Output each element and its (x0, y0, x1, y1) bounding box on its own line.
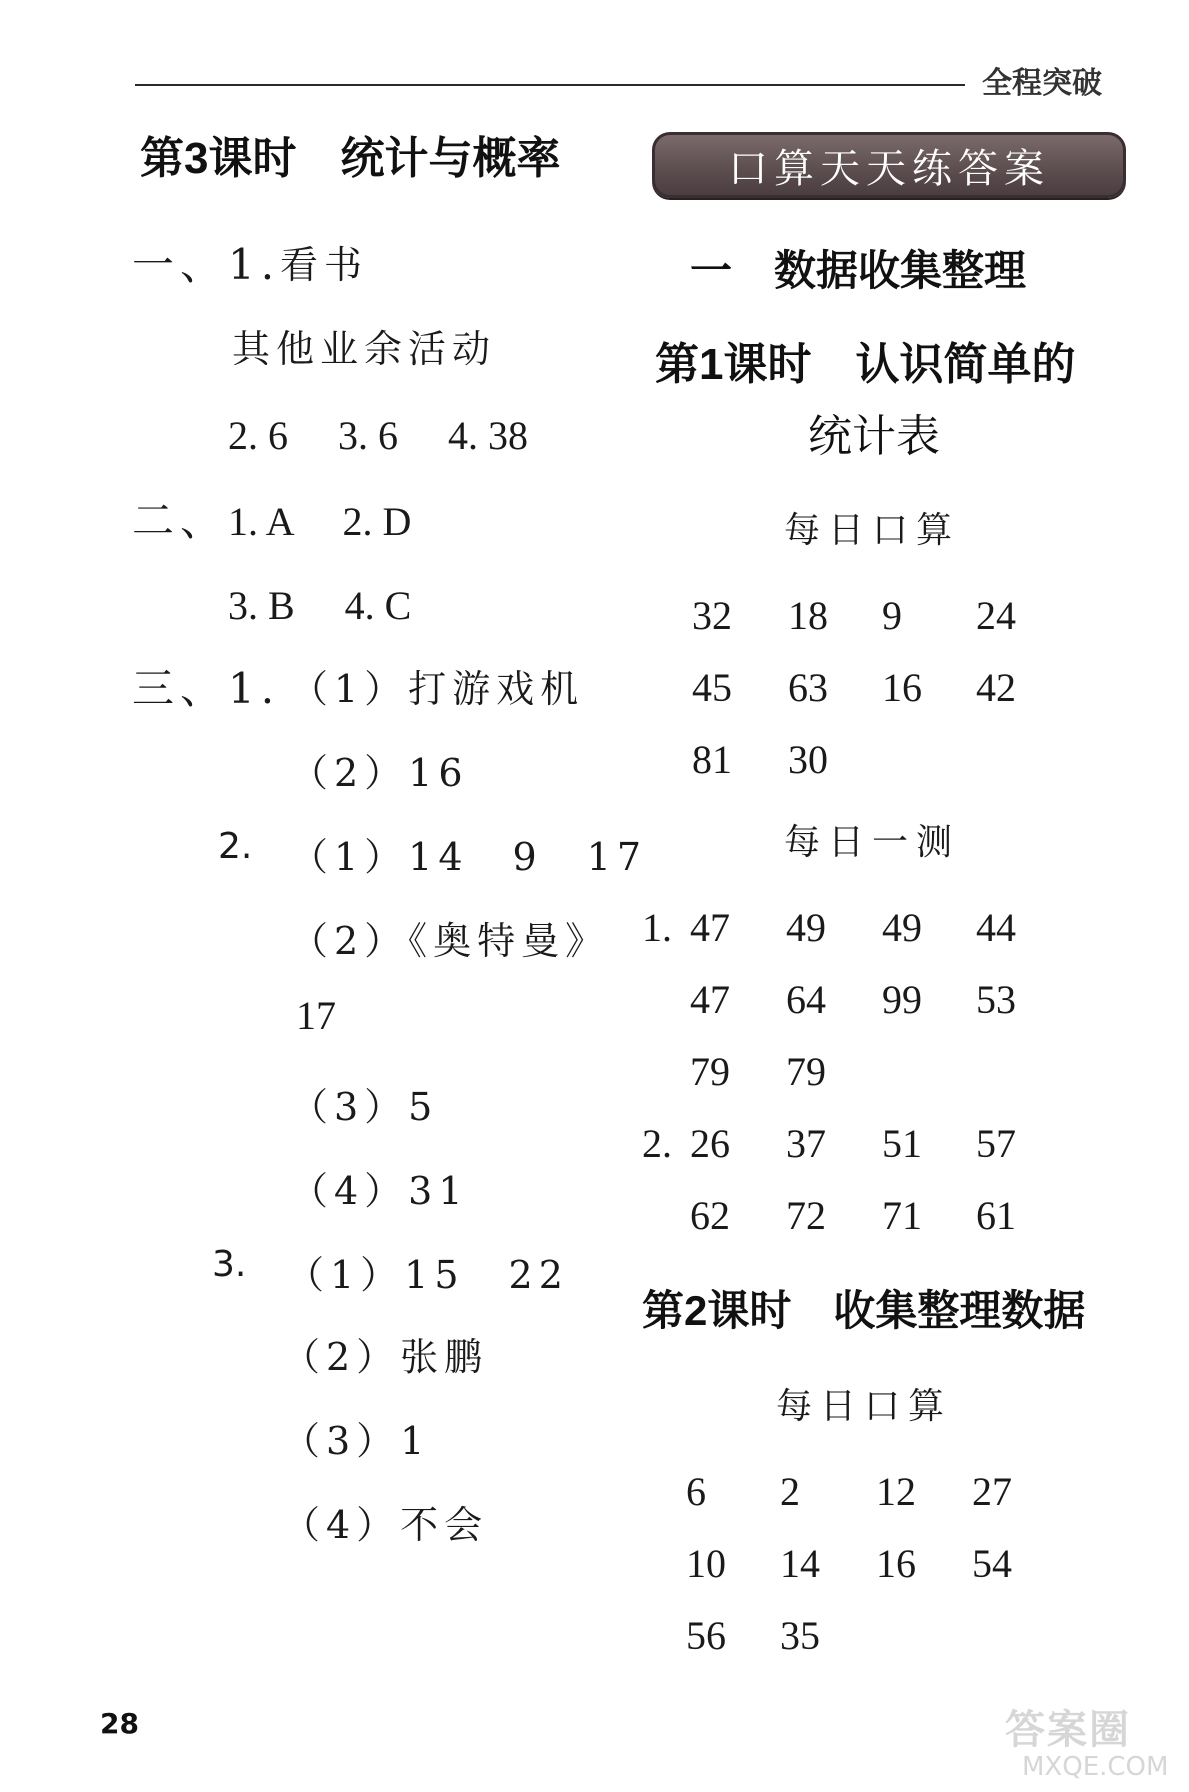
q3-p2-label: 2. (218, 826, 253, 867)
q3-p3-1: （1）15 22 (286, 1253, 569, 1297)
header-rule (135, 84, 965, 86)
test1-cell: 99 (882, 977, 922, 1022)
section-title: 一 数据收集整理 (690, 246, 1027, 295)
test1-cell: 64 (786, 977, 826, 1022)
test1-cell: 37 (786, 1121, 826, 1166)
calc1-cell: 45 (692, 665, 732, 710)
calc1-cell: 16 (882, 665, 922, 710)
page-number: 28 (100, 1707, 139, 1740)
calc2-cell: 54 (972, 1541, 1012, 1586)
q1-line1: 看书 (280, 243, 369, 287)
watermark-logo: 答案圈 (1005, 1707, 1131, 1753)
test1-cell: 47 (690, 905, 730, 950)
q2-line1: 1. A 2. D (228, 499, 412, 544)
test1-cell: 61 (976, 1193, 1016, 1238)
calc2-cell: 12 (876, 1469, 916, 1514)
q3-p3-4: （4）不会 (282, 1503, 489, 1547)
calc2-cell: 14 (780, 1541, 820, 1586)
test1-cell: 49 (882, 905, 922, 950)
test1-cell: 49 (786, 905, 826, 950)
calc2-cell: 27 (972, 1469, 1012, 1514)
lesson1-title-line1: 第1课时 认识简单的 (655, 340, 1076, 389)
calc2-cell: 35 (780, 1613, 820, 1658)
test1-cell: 44 (976, 905, 1016, 950)
answer-banner: 口算天天练答案 (652, 132, 1126, 198)
q3-label: 三、1. (132, 664, 281, 713)
left-lesson-title: 第3课时 统计与概率 (140, 134, 561, 183)
brand-label: 全程突破 (982, 66, 1102, 101)
daily-test-1-heading: 每日一测 (784, 822, 961, 863)
calc2-cell: 2 (780, 1469, 800, 1514)
q1-line2: 其他业余活动 (232, 327, 497, 371)
calc1-cell: 81 (692, 737, 732, 782)
test1-cell: 79 (786, 1049, 826, 1094)
test1-cell: 72 (786, 1193, 826, 1238)
calc1-cell: 63 (788, 665, 828, 710)
test1-cell: 62 (690, 1193, 730, 1238)
q2-label: 二、 (132, 496, 229, 545)
calc1-cell: 24 (976, 593, 1016, 638)
q3-p1-2: （2）16 (290, 751, 469, 795)
q3-p2-2: （2）《奥特曼》 (290, 919, 610, 963)
calc1-cell: 18 (788, 593, 828, 638)
calc1-cell: 30 (788, 737, 828, 782)
calc1-cell: 32 (692, 593, 732, 638)
lesson1-title-line2: 统计表 (808, 412, 940, 461)
test1-cell: 47 (690, 977, 730, 1022)
watermark-url: MXQE.COM (1022, 1752, 1169, 1782)
test1-item-label: 1. (642, 905, 672, 950)
q3-p2-4: （4）31 (290, 1169, 469, 1213)
test1-cell: 53 (976, 977, 1016, 1022)
calc2-cell: 10 (686, 1541, 726, 1586)
q1-label: 一、1. (132, 240, 281, 289)
daily-calc-1-heading: 每日口算 (784, 510, 961, 551)
q3-p1-1: （1）打游戏机 (290, 667, 585, 711)
q3-p2-1: （1）14 9 17 (290, 835, 648, 879)
test1-cell: 51 (882, 1121, 922, 1166)
calc2-cell: 16 (876, 1541, 916, 1586)
q3-p3-2: （2）张鹏 (282, 1335, 489, 1379)
test1-item-label: 2. (642, 1121, 672, 1166)
q2-line2: 3. B 4. C (228, 583, 412, 628)
q3-p3-label: 3. (212, 1244, 247, 1285)
calc1-cell: 42 (976, 665, 1016, 710)
calc1-cell: 9 (882, 593, 902, 638)
test1-cell: 79 (690, 1049, 730, 1094)
calc2-cell: 6 (686, 1469, 706, 1514)
calc2-cell: 56 (686, 1613, 726, 1658)
q1-line3: 2. 6 3. 6 4. 38 (228, 413, 528, 458)
lesson2-title: 第2课时 收集整理数据 (642, 1287, 1086, 1334)
test1-cell: 57 (976, 1121, 1016, 1166)
daily-calc-2-heading: 每日口算 (776, 1386, 953, 1427)
test1-cell: 71 (882, 1193, 922, 1238)
q3-p2-3: （3）5 (290, 1085, 439, 1129)
test1-cell: 26 (690, 1121, 730, 1166)
q3-p3-3: （3）1 (282, 1419, 431, 1463)
q3-p2-2b: 17 (296, 993, 336, 1038)
